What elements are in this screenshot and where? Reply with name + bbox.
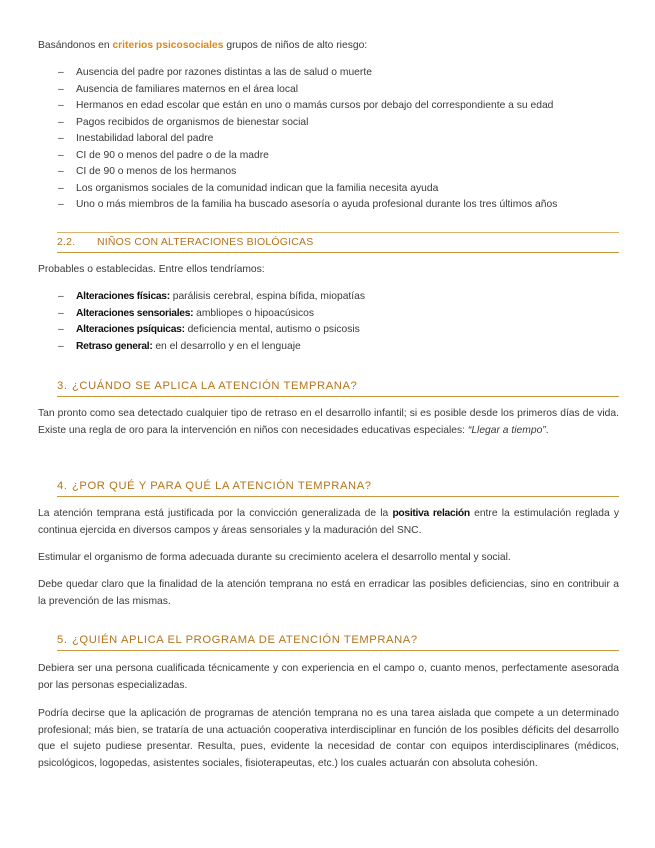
psychosocial-risk-list bbox=[38, 65, 619, 214]
item-text: deficiencia mental, autismo o psicosis bbox=[184, 324, 360, 335]
section-2-2-intro: Probables o establecidas. Entre ellos tendríamos: bbox=[38, 264, 265, 275]
section-5-heading bbox=[57, 632, 619, 651]
item-term: Alteraciones psíquicas: bbox=[76, 324, 185, 335]
list-item bbox=[38, 322, 619, 339]
paragraph-emphasis: positiva relación bbox=[392, 508, 470, 519]
paragraph-text: Tan pronto como sea detectado cualquier tipo de retraso en el desarrollo infantil; si es posible desde los primeros días de vida. Existe una regla de oro para la intervención en niños con necesidades educativas especiales: bbox=[38, 408, 619, 436]
item-term: Alteraciones físicas: bbox=[76, 291, 170, 302]
biological-alterations-list bbox=[38, 289, 619, 355]
item-text: ambliopes o hipoacúsicos bbox=[193, 307, 315, 319]
section-2-2-heading bbox=[57, 232, 619, 253]
section-title: ¿POR QUÉ Y PARA QUÉ LA ATENCIÓN TEMPRANA? bbox=[72, 480, 372, 492]
list-item: – Pagos recibidos de organismos de bienestar social bbox=[38, 115, 619, 132]
section-5-paragraph-1: Debiera ser una persona cualificada técnicamente y con experiencia en el campo o, cuanto menos, perfectamente asesorada por las personas especializadas. bbox=[38, 663, 619, 691]
section-4-paragraph-1 bbox=[38, 506, 619, 539]
intro-text-after: grupos de niños de alto riesgo: bbox=[223, 40, 368, 51]
list-item: – Ausencia de familiares maternos en el área local bbox=[38, 82, 619, 99]
section-3-paragraph bbox=[38, 406, 619, 439]
section-4-paragraph-3: Debe quedar claro que la finalidad de la atención temprana no está en erradicar las posibles deficiencias, sino en contribuir a la prevención de las mismas. bbox=[38, 579, 619, 607]
paragraph-text: entre la estimulación reglada y continua ejercida en diversos campos y áreas sensoriales y la maduración del SNC. bbox=[38, 508, 619, 536]
section-3-heading bbox=[57, 378, 619, 397]
list-item bbox=[38, 306, 619, 323]
item-text: parálisis cerebral, espina bífida, miopatías bbox=[169, 291, 366, 302]
list-item: – CI de 90 o menos del padre o de la madre bbox=[38, 148, 619, 165]
section-number: 3. bbox=[57, 380, 68, 392]
section-4-paragraph-2: Estimular el organismo de forma adecuada durante su crecimiento acelera el desarrollo mental y social. bbox=[38, 552, 511, 563]
list-item: – CI de 90 o menos de los hermanos bbox=[38, 164, 619, 181]
section-4-heading bbox=[57, 478, 619, 497]
paragraph-text: La atención temprana está justificada por la convicción generalizada de la bbox=[38, 508, 393, 519]
item-term: Alteraciones sensoriales: bbox=[76, 307, 194, 319]
paragraph-end: . bbox=[545, 424, 549, 436]
list-item: – Hermanos en edad escolar que están en uno o mamás cursos por debajo del correspondiente a su edad bbox=[38, 98, 619, 115]
list-item: – Uno o más miembros de la familia ha buscado asesoría o ayuda profesional durante los tres últimos años bbox=[38, 197, 619, 214]
section-number: 4. bbox=[57, 480, 68, 492]
intro-paragraph bbox=[38, 38, 619, 55]
intro-highlight: criterios psicosociales bbox=[112, 40, 224, 51]
item-text: en el desarrollo y en el lenguaje bbox=[152, 340, 301, 352]
section-5-paragraph-2: Podría decirse que la aplicación de programas de atención temprana no es una tarea aislada que compete a un determinado profesional; más bien, se trataría de una actuación cooperativa interdisciplinar en función de los posibles déficits del desarrollo que el sujeto pudiese presentar. Resulta, pues, evidente la necesidad de contar con equipos interdisciplinares (médicos, psicológicos, logopedas, asistentes sociales, fisioterapeutas, etc.) los cuales actuarán con absoluta cohesión. bbox=[38, 708, 619, 769]
section-title: ¿QUIÉN APLICA EL PROGRAMA DE ATENCIÓN TEMPRANA? bbox=[72, 634, 418, 646]
list-item bbox=[38, 289, 619, 306]
paragraph-quote: “Llegar a tiempo” bbox=[467, 424, 546, 436]
section-title: ¿CUÁNDO SE APLICA LA ATENCIÓN TEMPRANA? bbox=[72, 380, 358, 392]
list-item bbox=[38, 339, 619, 356]
item-term: Retraso general: bbox=[76, 340, 153, 352]
section-number: 2.2. bbox=[57, 236, 76, 248]
section-number: 5. bbox=[57, 634, 68, 646]
intro-text-before: Basándonos en bbox=[38, 40, 113, 51]
list-item: – Los organismos sociales de la comunidad indican que la familia necesita ayuda bbox=[38, 181, 619, 198]
section-title: NIÑOS CON ALTERACIONES BIOLÓGICAS bbox=[97, 236, 314, 248]
list-item: – Ausencia del padre por razones distintas a las de salud o muerte bbox=[38, 65, 619, 82]
list-item: – Inestabilidad laboral del padre bbox=[38, 131, 619, 148]
